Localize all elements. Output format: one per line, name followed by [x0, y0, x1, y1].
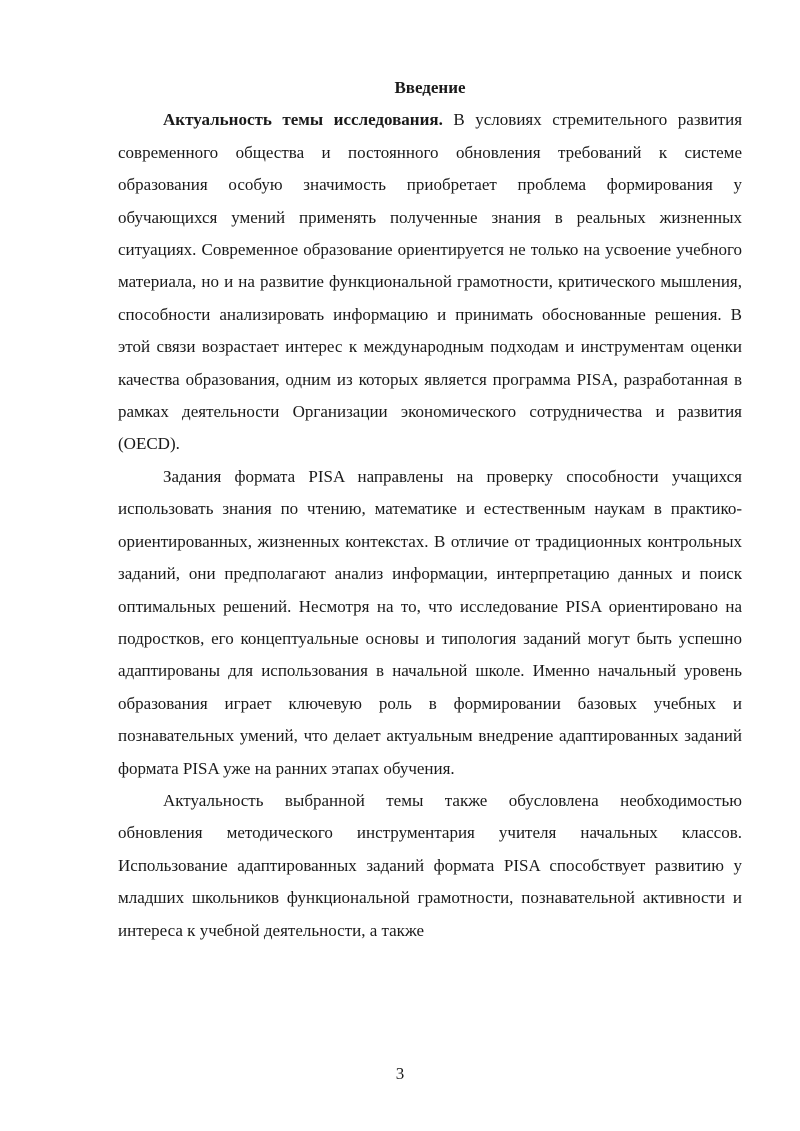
paragraph-text: В условиях стремительного развития современного общества и постоянного обновления требований к системе образования особую значимость приобретает проблема формирования у обучающихся умений применять полученные знания в реальных жизненных ситуациях. Современное образование ориентируется не только на усвоение учебного материала, но и на развитие функциональной грамотности, критического мышления, способности анализировать информацию и принимать обоснованные решения. В этой связи возрастает интерес к международным подходам и инструментам оценки качества образования, одним из которых является программа PISA, разработанная в рамках деятельности Организации экономического сотрудничества и развития (OECD).	[118, 110, 743, 454]
paragraph-methodology: Актуальность выбранной темы также обусловлена необходимостью обновления методического инструментария учителя начальных классов. Использование адаптированных заданий формата PISA способствует развитию у младших школьников функциональной грамотности, познавательной активности и интереса к учебной деятельности, а также	[118, 790, 742, 940]
section-heading: Введение	[394, 78, 466, 97]
paragraph-relevance	[118, 104, 742, 460]
page-number: 3	[395, 1064, 405, 1083]
paragraph-pisa-tasks: Задания формата PISA направлены на проверку способности учащихся использовать знания по чтению, математике и естественным наукам в практико-ориентированных, жизненных контекстах. В отличие от традиционных контрольных заданий, они предполагают анализ информации, интерпретацию данных и поиск оптимальных решений. Несмотря на то, что исследование PISA ориентировано на подростков, его концептуальные основы и типология заданий могут быть успешно адаптированы для использования в начальной школе. Именно начальный уровень образования играет ключевую роль в формировании базовых учебных и познавательных умений, что делает актуальным внедрение адаптированных заданий формата PISA уже на ранних этапах обучения.	[118, 466, 742, 778]
paragraph-lead: Актуальность темы исследования.	[163, 110, 443, 130]
document-page	[118, 72, 742, 947]
